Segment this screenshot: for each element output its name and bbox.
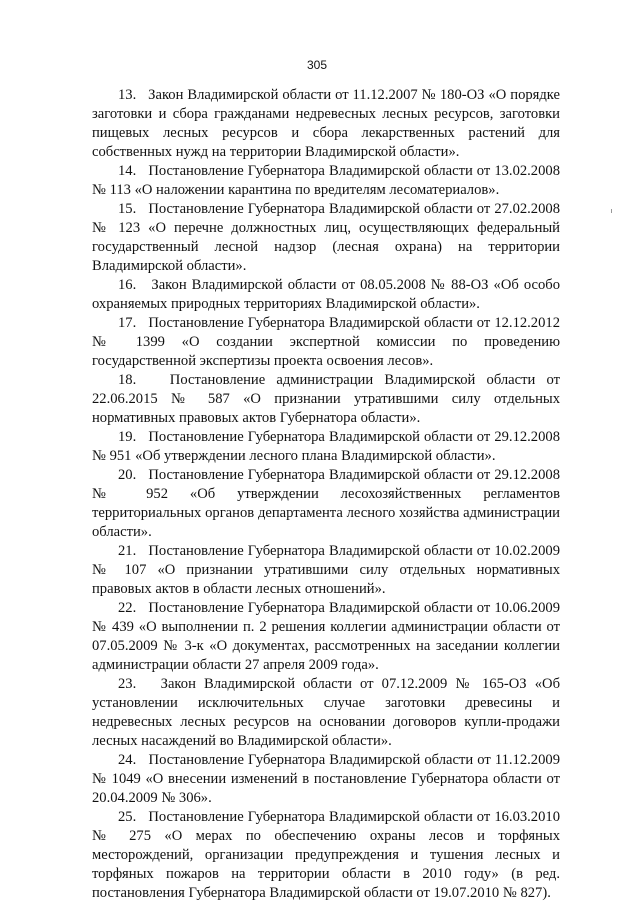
list-item: 13. Закон Владимирской области от 11.12.2007 № 180-ОЗ «О порядке заготовки и сбора гражданами недревесных лесных ресурсов, заготовки пищевых лесных ресурсов и сбора лекарственных растений для собственных нужд на территории Владимирской области».	[92, 87, 560, 160]
list-item: 22. Постановление Губернатора Владимирской области от 10.06.2009 № 439 «О выполнении п. 2 решения коллегии администрации области от 07.05.2009 № 3-к «О документах, рассмотренных на заседании коллегии администрации области 27 апреля 2009 года».	[92, 600, 560, 673]
list-item: 21. Постановление Губернатора Владимирской области от 10.02.2009 № 107 «О признании утратившими силу отдельных нормативных правовых актов в области лесных отношений».	[92, 543, 560, 597]
list-item: 19. Постановление Губернатора Владимирской области от 29.12.2008 № 951 «Об утверждении лесного плана Владимирской области».	[92, 429, 560, 464]
list-item: 24. Постановление Губернатора Владимирской области от 11.12.2009 № 1049 «О внесении изменений в постановление Губернатора области от 20.04.2009 № 306».	[92, 752, 560, 806]
list-item: 15. Постановление Губернатора Владимирской области от 27.02.2008 № 123 «О перечне должностных лиц, осуществляющих федеральный государственный лесной надзор (лесная охрана) на территории Владимирской области».	[92, 201, 560, 274]
list-item: 20. Постановление Губернатора Владимирской области от 29.12.2008 № 952 «Об утверждении лесохозяйственных регламентов территориальных органов департамента лесного хозяйства администрации области».	[92, 467, 560, 540]
scan-margin-mark	[611, 209, 612, 213]
page-number: 305	[306, 58, 328, 72]
list-item: 16. Закон Владимирской области от 08.05.2008 № 88-ОЗ «Об особо охраняемых природных территориях Владимирской области».	[92, 277, 560, 312]
document-body	[92, 86, 560, 903]
list-item: 14. Постановление Губернатора Владимирской области от 13.02.2008 № 113 «О наложении карантина по вредителям лесоматериалов».	[92, 163, 560, 198]
list-item: 23. Закон Владимирской области от 07.12.2009 № 165-ОЗ «Об установлении исключительных случае заготовки древесины и недревесных лесных ресурсов на основании договоров купли-продажи лесных насаждений во Владимирской области».	[92, 676, 560, 749]
list-item: 18. Постановление администрации Владимирской области от 22.06.2015 № 587 «О признании утратившими силу отдельных нормативных правовых актов Губернатора области».	[92, 372, 560, 426]
list-item: 17. Постановление Губернатора Владимирской области от 12.12.2012 № 1399 «О создании экспертной комиссии по проведению государственной экспертизы проекта освоения лесов».	[92, 315, 560, 369]
list-item: 25. Постановление Губернатора Владимирской области от 16.03.2010 № 275 «О мерах по обеспечению охраны лесов и торфяных месторождений, организации предупреждения и тушения лесных и торфяных пожаров на территории области в 2010 году» (в ред. постановления Губернатора Владимирской области от 19.07.2010 № 827).	[92, 809, 560, 901]
